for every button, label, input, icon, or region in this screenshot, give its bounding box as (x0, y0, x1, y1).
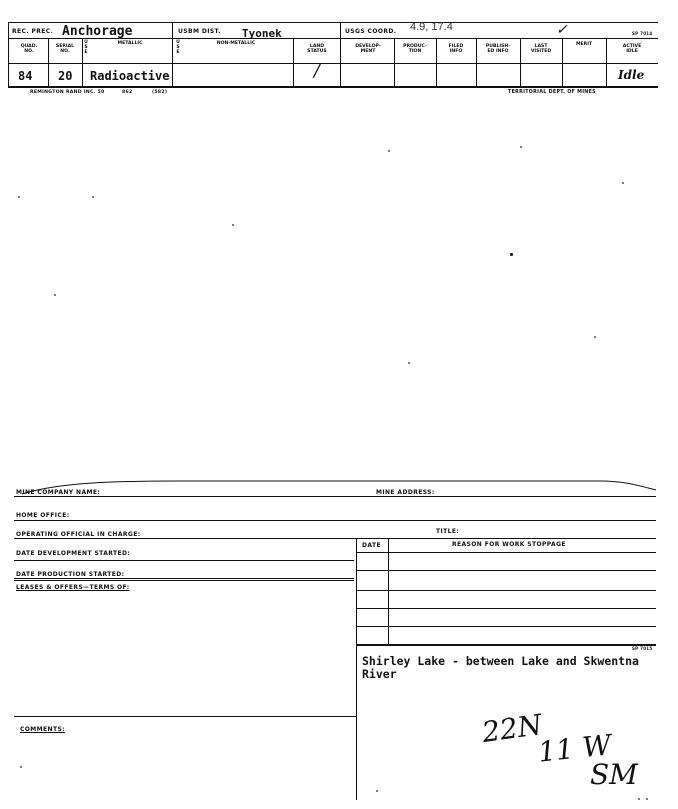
handwritten-township: 22N (479, 707, 545, 750)
col-development: DEVELOP- MENT (355, 44, 381, 54)
title-label: TITLE: (436, 528, 460, 535)
date-development-started-label: DATE DEVELOPMENT STARTED: (16, 550, 131, 557)
col-non-metallic: NON-METALLIC (216, 41, 256, 46)
record-quad-no: 84 (18, 69, 33, 83)
record-metallic: Radioactive (90, 69, 170, 83)
record-land-status: / (314, 60, 321, 81)
col-filed-info: FILED INFO (448, 44, 464, 54)
usbm-dist-value: Tyonek (242, 27, 282, 40)
reason-for-stoppage-label: REASON FOR WORK STOPPAGE (452, 541, 566, 548)
col-metallic: METALLIC (117, 41, 143, 46)
col-production: PRODUC- TION (403, 44, 427, 54)
col-last-visited: LAST VISITED (530, 44, 552, 54)
col-merit: MERIT (575, 42, 593, 47)
note-location-line1: Shirley Lake - between Lake and Skwentna (362, 654, 639, 668)
comments-label: COMMENTS: (20, 726, 65, 733)
handwritten-range: 11 W (536, 728, 613, 769)
date-column-label: DATE (362, 542, 381, 549)
usgs-coord-label: USGS COORD. (345, 28, 397, 35)
col-serial-no: SERIAL NO. (55, 44, 75, 54)
record-serial-no: 20 (58, 69, 73, 83)
rec-prec-label: REC. PREC. (12, 28, 54, 35)
check-mark: ✓ (556, 22, 568, 38)
col-active-idle: ACTIVE IDLE (622, 44, 642, 54)
usbm-dist-label: USBM DIST. (178, 28, 221, 35)
usgs-coord-value: 4.9, 17.4 (410, 21, 453, 33)
col-use-metallic: U S E (84, 40, 88, 55)
note-location-line2: River (362, 667, 397, 681)
mine-address-label: MINE ADDRESS: (376, 489, 435, 496)
record-active-idle: Idle (618, 68, 645, 82)
department-label: TERRITORIAL DEPT. OF MINES (508, 90, 596, 95)
handwritten-meridian: SM (590, 758, 638, 791)
col-land-status: LAND STATUS (307, 44, 327, 54)
home-office-label: HOME OFFICE: (16, 512, 70, 519)
form-code: 862 (122, 90, 133, 95)
rec-prec-value: Anchorage (62, 24, 133, 39)
form-code-2: (582) (152, 90, 168, 95)
col-published-info: PUBLISH- ED INFO (485, 44, 511, 54)
printer-label: REMINGTON RAND INC. 50 (30, 90, 105, 95)
leases-offers-label: LEASES & OFFERS—TERMS OF: (16, 584, 130, 591)
operating-official-label: OPERATING OFFICIAL IN CHARGE: (16, 531, 141, 538)
date-production-started-label: DATE PRODUCTION STARTED: (16, 571, 125, 578)
col-use-non-metallic: U S E (176, 40, 180, 55)
form-number-bottom: SP 7015 (632, 646, 653, 651)
form-number-top: SP 7014 (632, 31, 653, 36)
col-quad-no: QUAD. NO. (20, 44, 38, 54)
mine-company-name-label: MINE COMPANY NAME: (16, 489, 101, 496)
